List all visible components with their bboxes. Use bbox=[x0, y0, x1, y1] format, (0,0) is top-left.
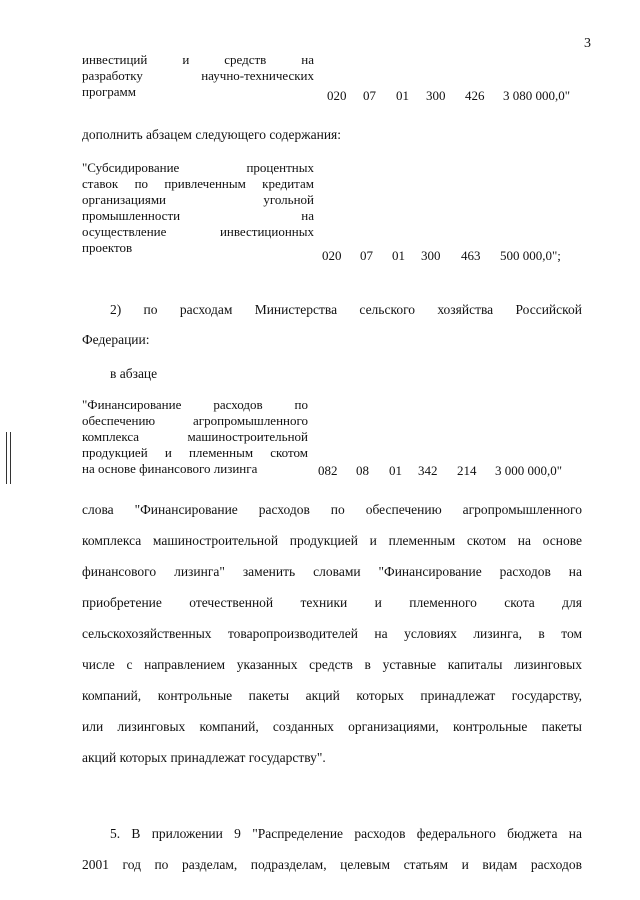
entry-2-line: ставок по привлеченным кредитам bbox=[82, 176, 314, 191]
margin-scan-mark bbox=[6, 432, 11, 484]
code-section: 07 bbox=[360, 248, 373, 263]
paragraph-line: финансового лизинга" заменить словами "Финансирование расходов на bbox=[82, 564, 582, 579]
entry-3-line: обеспечению агропромышленного bbox=[82, 413, 308, 428]
code-subsection: 01 bbox=[389, 463, 402, 478]
code-target: 342 bbox=[418, 463, 438, 478]
budget-entry-2-codes bbox=[0, 248, 640, 264]
budget-entry-1-codes bbox=[0, 88, 640, 104]
paragraph-line: акций которых принадлежат государству". bbox=[82, 750, 326, 765]
code-type: 463 bbox=[461, 248, 481, 263]
code-section: 07 bbox=[363, 88, 376, 103]
entry-1-line: программ bbox=[82, 84, 137, 99]
section-2-line: 2) по расходам Министерства сельского хозяйства Российской bbox=[110, 302, 582, 317]
entry-3-line: продукцией и племенным скотом bbox=[82, 445, 308, 460]
paragraph-line: сельскохозяйственных товаропроизводителей на условиях лизинга, в том bbox=[82, 626, 582, 641]
paragraph-line: 5. В приложении 9 "Распределение расходов федерального бюджета на bbox=[110, 826, 582, 841]
paragraph-line: комплекса машиностроительной продукцией и племенным скотом на основе bbox=[82, 533, 582, 548]
code-subsection: 01 bbox=[392, 248, 405, 263]
paragraph-line: или лизинговых компаний, созданных организациями, контрольные пакеты bbox=[82, 719, 582, 734]
paragraph-line: 2001 год по разделам, подразделам, целевым статьям и видам расходов bbox=[82, 857, 582, 872]
entry-2-line: проектов bbox=[82, 240, 133, 255]
entry-1-line: разработку научно-технических bbox=[82, 68, 314, 83]
point-5-paragraph bbox=[82, 818, 582, 880]
add-paragraph-text: дополнить абзацем следующего содержания: bbox=[82, 127, 342, 142]
entry-1-line: инвестиций и средств на bbox=[82, 52, 314, 67]
entry-2-line: организациями угольной bbox=[82, 192, 314, 207]
budget-entry-2-name bbox=[82, 160, 314, 256]
paragraph-line: числе с направлением указанных средств в уставные капиталы лизинговых bbox=[82, 657, 582, 672]
amount: 3 080 000,0" bbox=[503, 88, 571, 103]
paragraph-line: приобретение отечественной техники и племенного скота для bbox=[82, 595, 582, 610]
entry-2-line: "Субсидирование процентных bbox=[82, 160, 314, 175]
code-ministry: 082 bbox=[318, 463, 338, 478]
page-number: 3 bbox=[584, 36, 591, 51]
entry-3-line: комплекса машиностроительной bbox=[82, 429, 308, 444]
section-2-heading bbox=[82, 294, 582, 325]
entry-3-line: "Финансирование расходов по bbox=[82, 397, 308, 412]
amount: 3 000 000,0" bbox=[495, 463, 563, 478]
paragraph-line: компаний, контрольные пакеты акций которых принадлежат государству, bbox=[82, 688, 582, 703]
code-ministry: 020 bbox=[327, 88, 347, 103]
code-target: 300 bbox=[421, 248, 441, 263]
entry-3-line: на основе финансового лизинга bbox=[82, 461, 258, 476]
amount: 500 000,0"; bbox=[500, 248, 561, 263]
code-target: 300 bbox=[426, 88, 446, 103]
entry-2-line: осуществление инвестиционных bbox=[82, 224, 314, 239]
code-section: 08 bbox=[356, 463, 369, 478]
section-2-continuation: Федерации: bbox=[82, 332, 150, 347]
code-ministry: 020 bbox=[322, 248, 342, 263]
in-paragraph-text: в абзаце bbox=[110, 366, 158, 381]
entry-2-line: промышленности на bbox=[82, 208, 314, 223]
code-subsection: 01 bbox=[396, 88, 409, 103]
paragraph-line: слова "Финансирование расходов по обеспечению агропромышленного bbox=[82, 502, 582, 517]
code-type: 426 bbox=[465, 88, 485, 103]
replacement-paragraph bbox=[82, 494, 582, 773]
budget-entry-3-codes bbox=[0, 463, 640, 479]
code-type: 214 bbox=[457, 463, 477, 478]
